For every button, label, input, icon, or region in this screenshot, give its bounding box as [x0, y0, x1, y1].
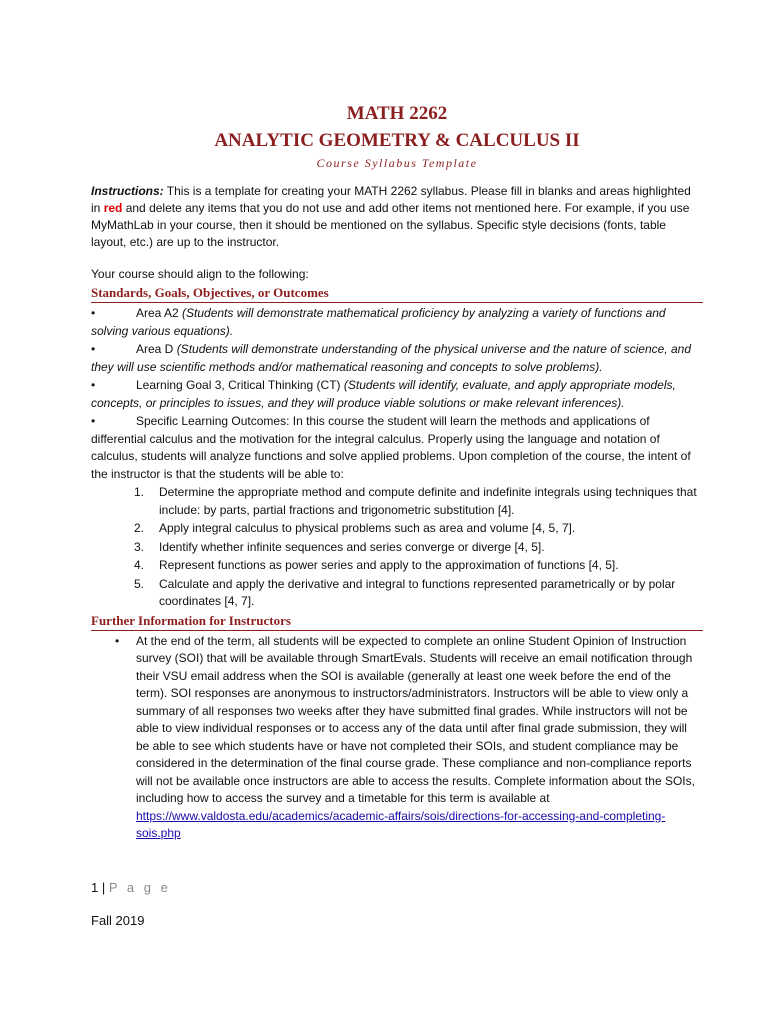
- bullet-icon: •: [91, 306, 96, 320]
- outcome-text: Identify whether infinite sequences and series converge or diverge [4, 5].: [159, 539, 545, 554]
- outcome-item: [91, 557, 703, 575]
- standard-lead: Area D: [136, 342, 177, 356]
- outcome-text: Represent functions as power series and apply to the approximation of functions [4, 5].: [159, 558, 619, 572]
- page-word: P a g e: [108, 880, 171, 895]
- specific-learning-outcomes-intro: [91, 413, 703, 483]
- instructions-text-2: and delete any items that you do not use and add other items not mentioned here. For example, if you use MyMathLab in your course, then it should be mentioned on the syllabus. Specific style decisions (fonts, table layout, etc.) are up to the instructor.: [91, 201, 690, 249]
- page-content: [91, 100, 703, 843]
- learning-outcomes-list: [91, 484, 703, 611]
- bullet-icon: •: [91, 378, 96, 392]
- outcome-item: [91, 539, 703, 557]
- instructions-text-1: This is a template for creating your MATH 2262 syllabus. Please fill in blanks and areas highlighted in: [91, 184, 691, 215]
- page-number-footer: [91, 880, 171, 895]
- standard-lead: Area A2: [136, 306, 183, 320]
- red-highlight-word: red: [103, 201, 123, 215]
- outcome-number: 1.: [134, 485, 145, 499]
- standards-heading: Standards, Goals, Objectives, or Outcomes: [91, 284, 703, 303]
- page-separator: |: [98, 880, 109, 895]
- further-info-list: [91, 633, 703, 843]
- slo-intro-text: Specific Learning Outcomes: In this course the student will learn the methods and applications of differential calculus and the motivation for the integral calculus. Properly using the language and notation of calculus, students will analyze functions and solve applied problems. Upon completion of the course, the intent of the instructor is that the students will be able to:: [91, 414, 691, 481]
- standard-item-area-d: [91, 341, 703, 376]
- instructions-paragraph: [91, 183, 703, 251]
- standard-item-area-a2: [91, 305, 703, 340]
- bullet-icon: •: [115, 633, 120, 648]
- term-label: Fall 2019: [91, 913, 145, 928]
- bullet-icon: •: [91, 414, 96, 428]
- outcome-item: [91, 576, 703, 611]
- outcome-number: 3.: [134, 539, 145, 554]
- outcome-text: Determine the appropriate method and compute definite and indefinite integrals using techniques that include: by parts, partial fractions and trigonometric substitution [4].: [159, 485, 697, 517]
- standard-detail: (Students will identify, evaluate, and apply appropriate models, concepts, or principles to issues, and they will produce viable solutions or make relevant inferences).: [91, 378, 676, 410]
- bullet-icon: •: [91, 342, 96, 356]
- outcome-number: 2.: [134, 521, 145, 535]
- further-info-heading: Further Information for Instructors: [91, 612, 703, 631]
- outcome-item: [91, 484, 703, 519]
- soi-info-text: At the end of the term, all students will be expected to complete an online Student Opinion of Instruction survey (SOI) that will be available through SmartEvals. Students will receive an email notification through their VSU email address when the SOI is available (generally at least one week before the end of the term). SOI responses are anonymous to instructors/administrators. Instructors will be able to view only a summary of all responses two weeks after they have submitted final grades. While instructors will not be able to view individual responses or to access any of the data until after final grade submission, they will be able to see which students have or have not completed their SOIs, and student compliance may be considered in the determination of the final course grade. These compliance and non-compliance reports will not be available once instructors are able to access the results. Complete information about the SOIs, including how to access the survey and a timetable for this term is available at: [136, 633, 695, 805]
- align-text: Your course should align to the following:: [91, 267, 309, 281]
- standard-lead: Learning Goal 3, Critical Thinking (CT): [136, 378, 344, 392]
- outcome-text: Calculate and apply the derivative and integral to functions represented parametrically or by polar coordinates [4, 7].: [159, 576, 676, 608]
- soi-info-item: [91, 633, 703, 843]
- course-title: ANALYTIC GEOMETRY & CALCULUS II: [214, 130, 580, 151]
- document-subtitle: Course Syllabus Template: [316, 156, 478, 170]
- standard-detail: (Students will demonstrate understanding of the physical universe and the nature of science, and they will use scientific methods and/or mathematical reasoning and concepts to solve problems).: [91, 342, 691, 374]
- outcome-text: Apply integral calculus to physical problems such as area and volume [4, 5, 7].: [159, 521, 576, 535]
- outcome-item: [91, 520, 703, 538]
- page-number: 1: [91, 880, 99, 895]
- outcome-number: 4.: [134, 558, 145, 572]
- standard-detail: (Students will demonstrate mathematical proficiency by analyzing a variety of functions and solving various equations).: [91, 306, 666, 338]
- instructions-label: Instructions:: [91, 184, 164, 198]
- soi-directions-link[interactable]: https://www.valdosta.edu/academics/academic-affairs/sois/directions-for-accessing-and-completing-sois.php: [136, 808, 666, 840]
- course-number: MATH 2262: [346, 103, 448, 124]
- standard-item-learning-goal-3: [91, 377, 703, 412]
- outcome-number: 5.: [134, 576, 145, 591]
